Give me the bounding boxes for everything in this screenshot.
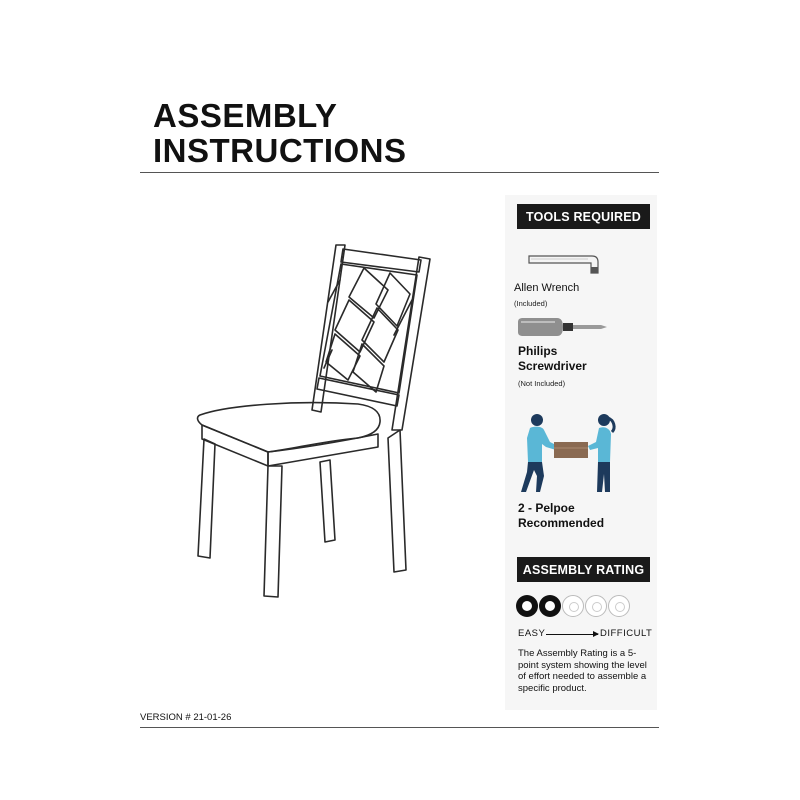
easy-label: EASY [518,628,546,639]
allen-wrench-note: (Included) [514,299,548,308]
assembly-rating-header: ASSEMBLY RATING [517,557,650,582]
chair-illustration [188,240,438,605]
rating-dot-empty [585,595,607,617]
tools-required-header: TOOLS REQUIRED [517,204,650,229]
screwdriver-label-line-1: Philips [518,344,558,358]
screwdriver-label [518,344,587,374]
rating-dot-filled [516,595,538,617]
screwdriver-note: (Not Included) [518,379,566,388]
title-line-1: ASSEMBLY [153,97,338,134]
arrow-right-icon [546,634,598,635]
people-label-line-1: 2 - Pelpoe [518,501,575,515]
rating-dot-empty [608,595,630,617]
rating-dot-filled [539,595,561,617]
allen-wrench-icon [526,249,606,279]
bottom-divider [140,727,659,728]
two-people-carrying-box-icon [512,410,627,495]
people-recommended-label [518,501,604,531]
rating-dot-empty [562,595,584,617]
document-title [153,98,407,168]
difficult-label: DIFFICULT [600,628,653,639]
assembly-rating-dots [516,595,630,617]
rating-description: The Assembly Rating is a 5-point system showing the level of effort needed to assemble a specific product. [518,648,647,694]
difficulty-scale [518,628,658,640]
allen-wrench-label: Allen Wrench [514,282,580,294]
screwdriver-label-line-2: Screwdriver [518,359,587,373]
title-line-2: INSTRUCTIONS [153,132,407,169]
top-divider [140,172,659,173]
screwdriver-icon [515,317,610,337]
version-number: VERSION # 21-01-26 [140,712,232,723]
people-label-line-2: Recommended [518,516,605,530]
